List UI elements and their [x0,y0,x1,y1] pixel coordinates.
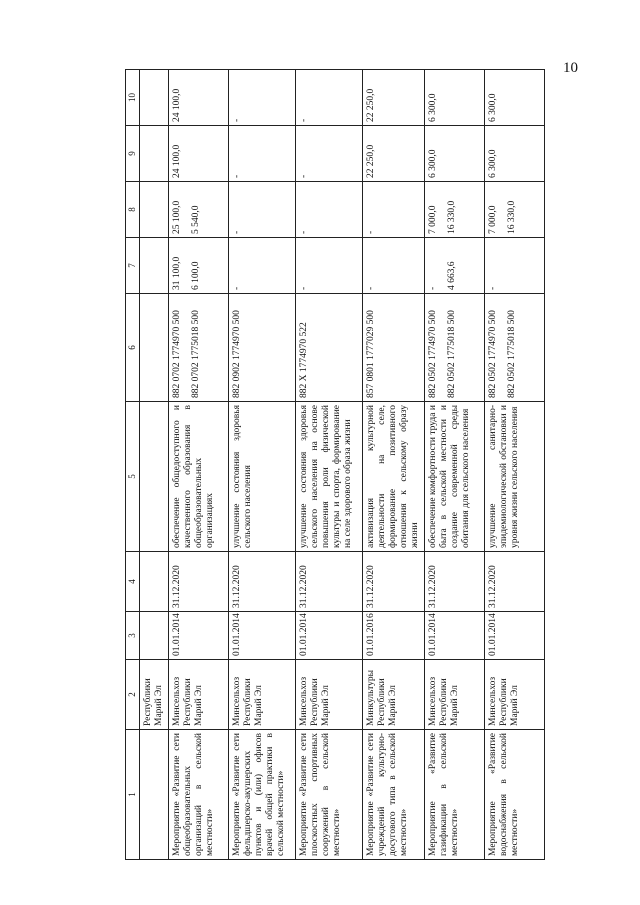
expected-result-cell: улучшение состояния здоровья сельского населения на основе повышения роли физической культуры и спорта, формирование на селе здорового образа жизни [296,402,363,552]
amount-col10-cell-value: 22 250,0 [366,88,376,122]
budget-code: 882 0702 1775018 500 [191,310,201,398]
budget-code: 882 0502 1775018 500 [507,310,517,398]
amount-col9-cell [485,126,545,182]
amount-col8-cell-value: 16 330,0 [447,200,457,234]
amount-col8-cell [169,182,229,238]
program-events-table [125,69,545,860]
continuation-row [140,70,169,860]
amount-col8-cell-value: - [299,230,309,234]
amount-col7-cell-value: 31 100,0 [172,256,182,290]
continuation-cell [140,294,169,402]
event-name-cell: Мероприятие «Развитие водоснабжения в сельской местности» [485,730,545,860]
expected-result-cell: улучшение состояния здоровья сельского населения [229,402,296,552]
event-name-cell: Мероприятие «Развитие сети учреждений культурно-досугового типа в сельской местности» [363,730,425,860]
table-row [485,70,545,860]
amount-col10-cell [296,70,363,126]
end-date-cell: 31.12.2020 [296,552,363,612]
budget-code-cell [425,294,485,402]
executor-cell: Минсельхоз Республики Марий Эл [425,660,485,730]
end-date-cell: 31.12.2020 [485,552,545,612]
event-name-cell: Мероприятие «Развитие газификации в сельской местности» [425,730,485,860]
amount-col8-cell [485,182,545,238]
continuation-cell [140,552,169,612]
column-number-3: 3 [126,612,140,660]
amount-col10-cell-value: - [299,118,309,122]
amount-col10-cell-value [447,73,458,122]
amount-col8-cell-value: - [232,230,242,234]
amount-col8-cell-value: 25 100,0 [172,200,182,234]
column-number-9: 9 [126,126,140,182]
continuation-cell [140,182,169,238]
amount-col7-cell [425,238,485,294]
amount-col7-cell-value: - [366,286,376,290]
event-name-cell: Мероприятие «Развитие сети фельдшерско-акушерских пунктов и (или) офисов врачей общей практики в сельской местности» [229,730,296,860]
budget-code-cell [485,294,545,402]
amount-col8-cell-value: 7 000,0 [488,205,498,234]
amount-col10-cell [169,70,229,126]
amount-col8-cell-value: 16 330,0 [507,200,517,234]
budget-code-cell [169,294,229,402]
amount-col9-cell-value: 6 300,0 [488,149,498,178]
amount-col10-cell-value: 6 300,0 [428,93,438,122]
budget-code-cell [363,294,425,402]
executor-cell: Минкультуры Республики Марий Эл [363,660,425,730]
amount-col8-cell [425,182,485,238]
amount-col9-cell-value: - [299,174,309,178]
start-date-cell: 01.01.2014 [169,612,229,660]
table-row [296,70,363,860]
page-number: 10 [563,60,578,76]
amount-col9-cell-value: 6 300,0 [428,149,438,178]
amount-col8-cell [229,182,296,238]
continuation-cell [140,612,169,660]
header-row [126,70,140,860]
amount-col9-cell [296,126,363,182]
table-row [229,70,296,860]
expected-result-cell: активизация культурной деятельности на селе, формирование позитивного отношения к сельскому образу жизни [363,402,425,552]
amount-col7-cell-value: - [488,286,498,290]
executor-cell: Минсельхоз Республики Марий Эл [485,660,545,730]
start-date-cell: 01.01.2014 [229,612,296,660]
budget-code: 882 0702 1774970 500 [172,310,182,398]
column-number-1: 1 [126,730,140,860]
column-number-10: 10 [126,70,140,126]
amount-col10-cell-value [507,73,518,122]
column-number-6: 6 [126,294,140,402]
start-date-cell: 01.01.2014 [296,612,363,660]
column-number-8: 8 [126,182,140,238]
end-date-cell: 31.12.2020 [229,552,296,612]
budget-code: 882 0502 1774970 500 [428,310,438,398]
continuation-cell [140,70,169,126]
amount-col7-cell [296,238,363,294]
amount-col9-cell-value [507,129,518,178]
amount-col10-cell [363,70,425,126]
amount-col7-cell-value: - [232,286,242,290]
amount-col7-cell [363,238,425,294]
column-number-4: 4 [126,552,140,612]
amount-col8-cell [296,182,363,238]
table-row [169,70,229,860]
expected-result-cell: обеспечение общедоступного и качественного образования в общеобразовательных организациях [169,402,229,552]
expected-result-cell: улучшение санитарно-эпидемиологической обстановки и уровня жизни сельского населения [485,402,545,552]
amount-col9-cell [169,126,229,182]
amount-col9-cell-value [191,129,202,178]
amount-col9-cell [363,126,425,182]
amount-col10-cell [229,70,296,126]
end-date-cell: 31.12.2020 [425,552,485,612]
continued-executor-cell: Республики Марий Эл [140,660,169,730]
amount-col8-cell [363,182,425,238]
amount-col7-cell [485,238,545,294]
end-date-cell: 31.12.2020 [169,552,229,612]
budget-code: 882 X 1774970 522 [299,322,309,398]
amount-col7-cell-value: - [428,286,438,290]
event-name-cell: Мероприятие «Развитие сети общеобразовательных организаций в сельской местности» [169,730,229,860]
end-date-cell: 31.12.2020 [363,552,425,612]
start-date-cell: 01.01.2014 [485,612,545,660]
amount-col10-cell-value: 24 100,0 [172,88,182,122]
column-number-7: 7 [126,238,140,294]
amount-col8-cell-value: - [366,230,376,234]
budget-code-cell [229,294,296,402]
amount-col8-cell-value: 5 540,0 [191,205,201,234]
budget-code: 882 0902 1774970 500 [232,310,242,398]
amount-col7-cell-value [507,241,518,290]
amount-col10-cell-value: - [232,118,242,122]
continuation-cell [140,238,169,294]
amount-col9-cell-value [447,129,458,178]
amount-col8-cell-value: 7 000,0 [428,205,438,234]
rotated-table-wrapper [125,70,520,860]
amount-col7-cell [169,238,229,294]
start-date-cell: 01.01.2016 [363,612,425,660]
budget-code: 882 0502 1774970 500 [488,310,498,398]
start-date-cell: 01.01.2014 [425,612,485,660]
amount-col9-cell-value: - [232,174,242,178]
executor-cell: Минсельхоз Республики Марий Эл [229,660,296,730]
table-row [363,70,425,860]
column-number-5: 5 [126,402,140,552]
continuation-cell [140,126,169,182]
table-row [425,70,485,860]
amount-col9-cell [425,126,485,182]
budget-code: 857 0801 1777029 500 [366,310,376,398]
amount-col7-cell-value: - [299,286,309,290]
continuation-cell [140,402,169,552]
amount-col10-cell-value: 6 300,0 [488,93,498,122]
amount-col10-cell [485,70,545,126]
amount-col9-cell-value: 22 250,0 [366,144,376,178]
amount-col9-cell [229,126,296,182]
expected-result-cell: обеспечение комфортности труда и быта в сельской местности и создание современной среды обитания для сельского населения [425,402,485,552]
amount-col10-cell [425,70,485,126]
executor-cell: Минсельхоз Республики Марий Эл [296,660,363,730]
amount-col9-cell-value: 24 100,0 [172,144,182,178]
budget-code: 882 0502 1775018 500 [447,310,457,398]
column-number-2: 2 [126,660,140,730]
amount-col7-cell-value: 4 663,6 [447,261,457,290]
continuation-cell [140,730,169,860]
amount-col10-cell-value [191,73,202,122]
amount-col7-cell [229,238,296,294]
budget-code-cell [296,294,363,402]
amount-col7-cell-value: 6 100,0 [191,261,201,290]
executor-cell: Минсельхоз Республики Марий Эл [169,660,229,730]
event-name-cell: Мероприятие «Развитие сети плоскостных спортивных сооружений в сельской местности» [296,730,363,860]
